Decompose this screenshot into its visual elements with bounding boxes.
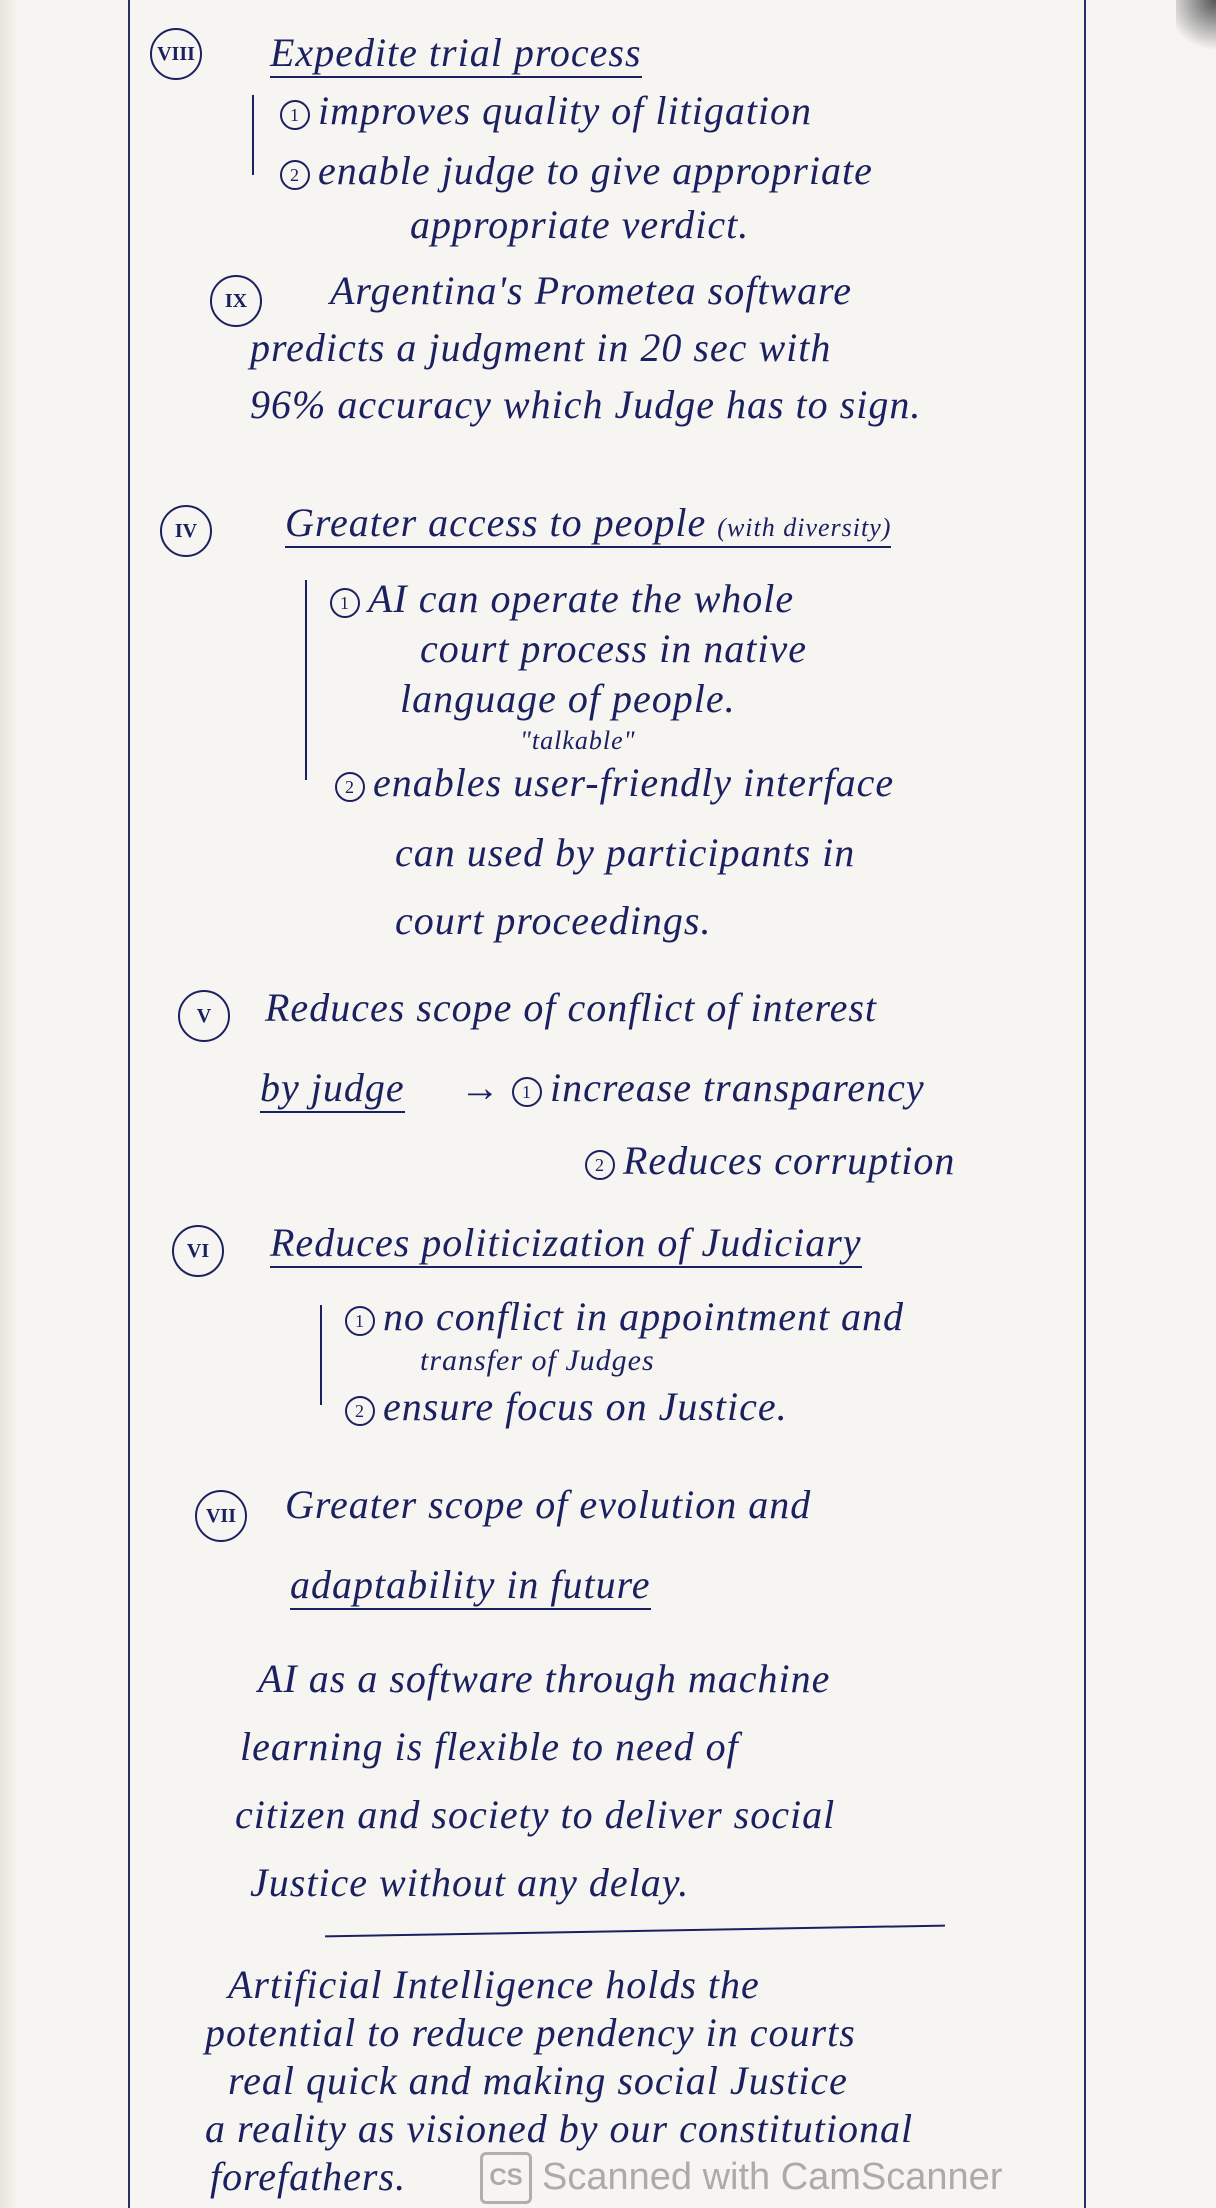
point-line: transfer of Judges: [420, 1344, 655, 1377]
point: [345, 1384, 788, 1430]
conclusion-line: Artificial Intelligence holds the: [228, 1962, 760, 2007]
left-margin-line: [128, 0, 130, 2208]
point: [280, 148, 873, 194]
section-heading-cont: by judge: [260, 1065, 405, 1113]
conclusion-line: real quick and making social Justice: [228, 2058, 848, 2103]
heading-note: (with diversity): [717, 513, 892, 542]
bracket: [305, 580, 307, 780]
body-line: AI as a software through machine: [258, 1656, 831, 1701]
right-margin-line: [1084, 0, 1086, 2208]
section-number: VI: [172, 1225, 224, 1277]
point: [345, 1294, 904, 1340]
point-line: can used by participants in: [395, 830, 856, 875]
point-marker: 2: [280, 160, 310, 190]
body-line: predicts a judgment in 20 sec with: [250, 325, 832, 370]
point-marker: 1: [512, 1077, 542, 1107]
section-heading-cont: adaptability in future: [290, 1562, 651, 1610]
point-text: Reduces corruption: [623, 1138, 956, 1183]
section-heading: Reduces politicization of Judiciary: [270, 1220, 862, 1268]
point-text: enables user-friendly interface: [373, 760, 895, 805]
point: [280, 88, 812, 134]
section-number: IV: [160, 505, 212, 557]
point: [330, 576, 794, 622]
point-marker: 1: [280, 100, 310, 130]
watermark-text: Scanned with CamScanner: [542, 2156, 1003, 2199]
section-number: VII: [195, 1490, 247, 1542]
point-text: AI can operate the whole: [368, 576, 795, 621]
divider: [325, 1925, 945, 1938]
point-text: improves quality of litigation: [318, 88, 813, 133]
point: [585, 1138, 955, 1184]
point-marker: 1: [330, 588, 360, 618]
section-heading: [285, 500, 891, 548]
point-marker: 2: [335, 772, 365, 802]
scan-shadow: [1176, 0, 1216, 60]
conclusion-line: a reality as visioned by our constitutional: [205, 2106, 914, 2151]
body-line: learning is flexible to need of: [240, 1724, 739, 1769]
conclusion-line: forefathers.: [210, 2154, 407, 2199]
point: [335, 760, 894, 806]
point-text: no conflict in appointment and: [383, 1294, 905, 1339]
section-heading: Reduces scope of conflict of interest: [265, 985, 878, 1030]
body-line: Argentina's Prometea software: [330, 268, 852, 313]
point-continuation: appropriate verdict.: [410, 202, 750, 247]
point-text: ensure focus on Justice.: [383, 1384, 788, 1429]
section-heading: Greater scope of evolution and: [285, 1482, 812, 1527]
point-line: court process in native: [420, 626, 808, 671]
body-line: Justice without any delay.: [250, 1860, 690, 1905]
bracket: [252, 95, 254, 175]
point-marker: 1: [345, 1306, 375, 1336]
point-marker: 2: [345, 1396, 375, 1426]
camscanner-logo-icon: CS: [480, 2152, 532, 2204]
camscanner-watermark: [480, 2152, 1002, 2204]
point-text: increase transparency: [550, 1065, 925, 1110]
heading-text: Greater access to people: [285, 500, 707, 545]
section-number: VIII: [150, 28, 202, 80]
bracket: [320, 1305, 322, 1405]
point-marker: 2: [585, 1150, 615, 1180]
point: → 1 increase transparency: [460, 1065, 925, 1110]
point-line: language of people.: [400, 676, 736, 721]
body-line: 96% accuracy which Judge has to sign.: [250, 382, 922, 427]
body-line: citizen and society to deliver social: [235, 1792, 836, 1837]
section-number: V: [178, 990, 230, 1042]
insert-note: "talkable": [520, 726, 636, 755]
point-text: enable judge to give appropriate: [318, 148, 873, 193]
section-number: IX: [210, 275, 262, 327]
page-edge: [0, 0, 18, 2208]
conclusion-line: potential to reduce pendency in courts: [205, 2010, 856, 2055]
point-line: court proceedings.: [395, 898, 712, 943]
section-heading: Expedite trial process: [270, 30, 642, 78]
